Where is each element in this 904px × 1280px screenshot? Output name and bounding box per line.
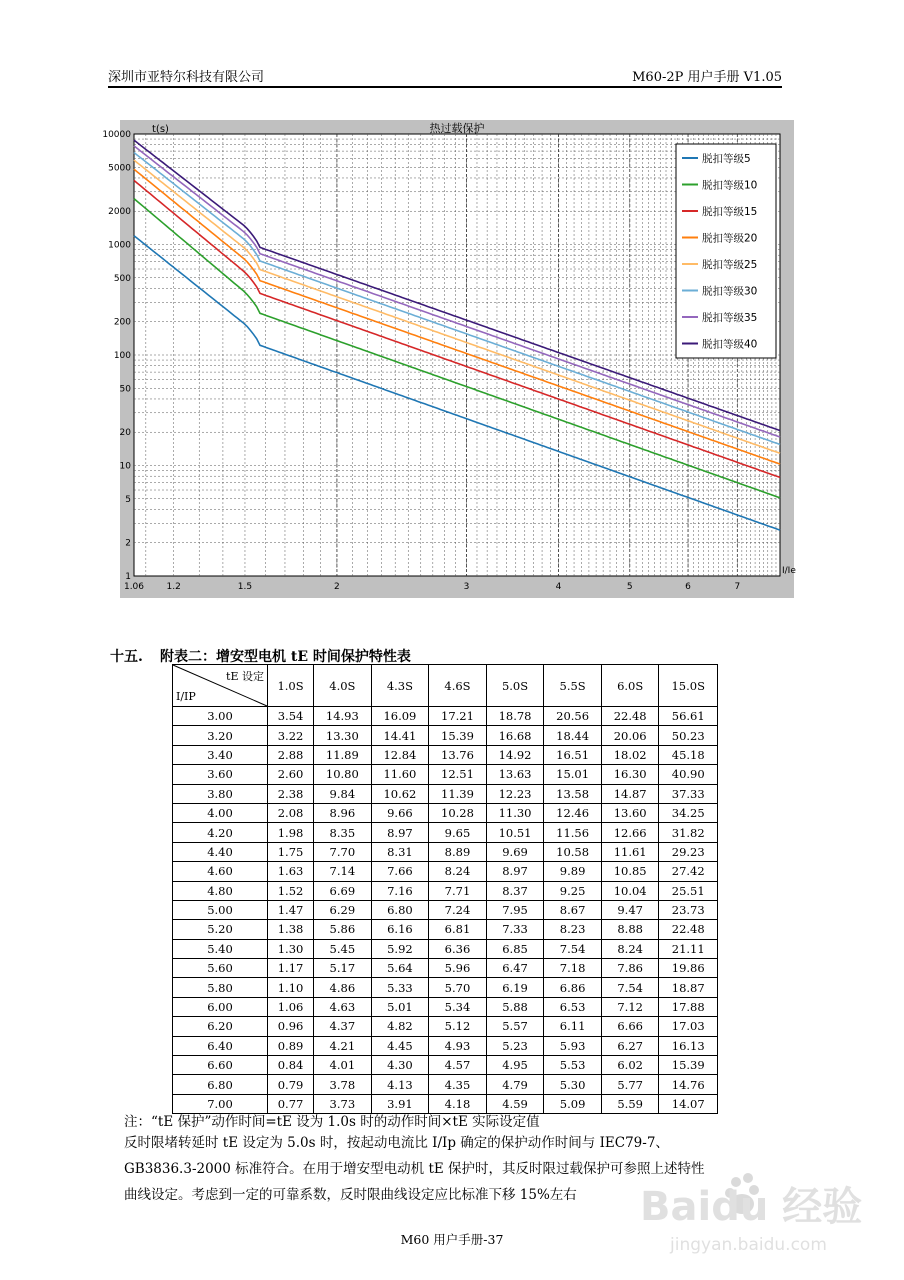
legend-entry: 脱扣等级25 <box>702 259 758 271</box>
time-cell: 4.35 <box>429 1075 487 1094</box>
table-corner-cell <box>173 665 268 707</box>
time-cell: 11.60 <box>371 765 429 784</box>
time-cell: 7.70 <box>314 842 372 861</box>
time-cell: 9.66 <box>371 803 429 822</box>
time-cell: 5.33 <box>371 978 429 997</box>
time-cell: 4.13 <box>371 1075 429 1094</box>
time-cell: 29.23 <box>659 842 718 861</box>
time-cell: 8.97 <box>486 862 544 881</box>
time-cell: 1.30 <box>268 939 314 958</box>
time-cell: 1.52 <box>268 881 314 900</box>
time-cell: 13.76 <box>429 745 487 764</box>
time-cell: 1.17 <box>268 959 314 978</box>
time-cell: 12.51 <box>429 765 487 784</box>
time-cell: 11.61 <box>601 842 659 861</box>
time-cell: 3.91 <box>371 1094 429 1113</box>
time-cell: 14.07 <box>659 1094 718 1113</box>
time-cell: 3.54 <box>268 707 314 726</box>
time-cell: 17.21 <box>429 707 487 726</box>
time-cell: 12.46 <box>544 803 602 822</box>
time-cell: 7.33 <box>486 920 544 939</box>
time-cell: 5.92 <box>371 939 429 958</box>
time-cell: 8.24 <box>429 862 487 881</box>
time-cell: 9.89 <box>544 862 602 881</box>
time-cell: 4.37 <box>314 1017 372 1036</box>
time-cell: 15.01 <box>544 765 602 784</box>
chart-svg <box>102 120 796 598</box>
time-cell: 45.18 <box>659 745 718 764</box>
row-ratio-cell: 4.80 <box>173 881 268 900</box>
time-cell: 13.58 <box>544 784 602 803</box>
x-tick-label: 3 <box>463 582 470 592</box>
time-cell: 27.42 <box>659 862 718 881</box>
table-row <box>173 997 718 1016</box>
time-cell: 5.01 <box>371 997 429 1016</box>
table-row <box>173 862 718 881</box>
legend-entry: 脱扣等级5 <box>702 153 751 165</box>
time-cell: 11.39 <box>429 784 487 803</box>
time-cell: 15.39 <box>429 726 487 745</box>
section-number: 十五. <box>110 649 143 665</box>
time-cell: 10.51 <box>486 823 544 842</box>
time-cell: 14.92 <box>486 745 544 764</box>
legend-entry: 脱扣等级35 <box>702 312 758 324</box>
time-cell: 0.77 <box>268 1094 314 1113</box>
time-cell: 5.70 <box>429 978 487 997</box>
time-cell: 6.11 <box>544 1017 602 1036</box>
time-cell: 11.56 <box>544 823 602 842</box>
time-cell: 6.19 <box>486 978 544 997</box>
y-tick-label: 100 <box>113 351 131 361</box>
table-row <box>173 900 718 919</box>
time-cell: 9.69 <box>486 842 544 861</box>
x-tick-label: 1.5 <box>237 582 253 592</box>
time-cell: 4.82 <box>371 1017 429 1036</box>
row-ratio-cell: 4.40 <box>173 842 268 861</box>
time-cell: 0.89 <box>268 1036 314 1055</box>
time-cell: 5.17 <box>314 959 372 978</box>
time-cell: 16.09 <box>371 707 429 726</box>
time-cell: 23.73 <box>659 900 718 919</box>
time-cell: 13.30 <box>314 726 372 745</box>
x-tick-label: 7 <box>734 582 741 592</box>
row-ratio-cell: 3.40 <box>173 745 268 764</box>
time-cell: 6.80 <box>371 900 429 919</box>
row-ratio-cell: 4.00 <box>173 803 268 822</box>
x-tick-label: 2 <box>334 582 340 592</box>
y-axis-label: t(s) <box>152 124 169 135</box>
time-cell: 8.35 <box>314 823 372 842</box>
row-ratio-cell: 3.00 <box>173 707 268 726</box>
legend-entry: 脱扣等级20 <box>702 232 758 245</box>
table-row <box>173 784 718 803</box>
time-cell: 7.24 <box>429 900 487 919</box>
time-cell: 2.38 <box>268 784 314 803</box>
table-row <box>173 707 718 726</box>
time-cell: 11.89 <box>314 745 372 764</box>
time-cell: 6.86 <box>544 978 602 997</box>
time-cell: 10.58 <box>544 842 602 861</box>
time-cell: 8.67 <box>544 900 602 919</box>
y-tick-label: 10000 <box>102 130 131 140</box>
row-ratio-cell: 7.00 <box>173 1094 268 1113</box>
y-tick-label: 50 <box>119 384 131 395</box>
paragraph-line-1: 反时限堵转延时 tE 设定为 5.0s 时，按起动电流比 I/Ip 确定的保护动作时间与 IEC79-7、 <box>124 1135 669 1151</box>
x-axis-label: I/Ie <box>782 566 796 576</box>
section-title: 附表二：增安型电机 tE 时间保护特性表 <box>160 649 411 665</box>
table-row <box>173 842 718 861</box>
table-row <box>173 765 718 784</box>
time-cell: 5.45 <box>314 939 372 958</box>
table-row <box>173 1056 718 1075</box>
row-ratio-cell: 3.80 <box>173 784 268 803</box>
time-cell: 2.08 <box>268 803 314 822</box>
time-cell: 9.65 <box>429 823 487 842</box>
time-cell: 5.96 <box>429 959 487 978</box>
section-heading <box>110 646 411 666</box>
time-cell: 7.12 <box>601 997 659 1016</box>
time-cell: 18.44 <box>544 726 602 745</box>
time-cell: 8.89 <box>429 842 487 861</box>
corner-bottom-label: I/IP <box>176 690 196 703</box>
row-ratio-cell: 5.40 <box>173 939 268 958</box>
column-header: 4.3S <box>371 665 429 707</box>
row-ratio-cell: 5.60 <box>173 959 268 978</box>
time-cell: 1.47 <box>268 900 314 919</box>
time-cell: 0.96 <box>268 1017 314 1036</box>
page-footer: M60 用户手册-37 <box>400 1232 504 1247</box>
y-tick-label: 1000 <box>108 240 131 251</box>
time-cell: 4.93 <box>429 1036 487 1055</box>
time-cell: 50.23 <box>659 726 718 745</box>
time-cell: 5.93 <box>544 1036 602 1055</box>
time-cell: 5.09 <box>544 1094 602 1113</box>
corner-top-label: tE 设定 <box>226 670 264 683</box>
time-cell: 5.57 <box>486 1017 544 1036</box>
time-cell: 5.59 <box>601 1094 659 1113</box>
time-cell: 21.11 <box>659 939 718 958</box>
time-cell: 0.84 <box>268 1056 314 1075</box>
time-cell: 14.93 <box>314 707 372 726</box>
table-row <box>173 1075 718 1094</box>
time-cell: 34.25 <box>659 803 718 822</box>
table-row <box>173 978 718 997</box>
time-cell: 17.03 <box>659 1017 718 1036</box>
time-cell: 4.63 <box>314 997 372 1016</box>
time-cell: 7.54 <box>601 978 659 997</box>
time-cell: 10.85 <box>601 862 659 881</box>
row-ratio-cell: 4.60 <box>173 862 268 881</box>
time-cell: 5.12 <box>429 1017 487 1036</box>
time-cell: 31.82 <box>659 823 718 842</box>
time-cell: 7.54 <box>544 939 602 958</box>
time-cell: 8.97 <box>371 823 429 842</box>
row-ratio-cell: 3.60 <box>173 765 268 784</box>
time-cell: 10.28 <box>429 803 487 822</box>
y-tick-label: 20 <box>119 428 131 439</box>
legend-entry: 脱扣等级40 <box>702 338 758 351</box>
table-row <box>173 920 718 939</box>
time-cell: 6.36 <box>429 939 487 958</box>
time-cell: 12.66 <box>601 823 659 842</box>
x-tick-label: 4 <box>555 582 562 592</box>
time-cell: 4.18 <box>429 1094 487 1113</box>
time-cell: 18.02 <box>601 745 659 764</box>
time-cell: 8.88 <box>601 920 659 939</box>
column-header: 4.0S <box>314 665 372 707</box>
thermal-overload-chart <box>102 120 796 598</box>
time-cell: 5.53 <box>544 1056 602 1075</box>
time-cell: 10.62 <box>371 784 429 803</box>
time-cell: 1.06 <box>268 997 314 1016</box>
legend-entry: 脱扣等级15 <box>702 206 758 218</box>
table-note: 注：“tE 保护”动作时间=tE 设为 1.0s 时的动作时间×tE 实际设定值 <box>124 1114 540 1130</box>
row-ratio-cell: 4.20 <box>173 823 268 842</box>
x-tick-label: 1.2 <box>166 582 181 592</box>
time-cell: 22.48 <box>659 920 718 939</box>
x-tick-label: 6 <box>685 582 691 592</box>
time-cell: 7.95 <box>486 900 544 919</box>
time-cell: 6.53 <box>544 997 602 1016</box>
y-tick-label: 5000 <box>108 163 131 174</box>
time-cell: 1.38 <box>268 920 314 939</box>
time-cell: 5.86 <box>314 920 372 939</box>
time-cell: 10.80 <box>314 765 372 784</box>
time-cell: 1.10 <box>268 978 314 997</box>
time-cell: 13.60 <box>601 803 659 822</box>
time-cell: 15.39 <box>659 1056 718 1075</box>
time-cell: 8.23 <box>544 920 602 939</box>
y-tick-label: 2 <box>125 538 131 549</box>
time-cell: 0.79 <box>268 1075 314 1094</box>
y-tick-label: 1 <box>125 572 131 582</box>
time-cell: 18.78 <box>486 707 544 726</box>
x-tick-label: 5 <box>626 582 633 592</box>
time-cell: 14.87 <box>601 784 659 803</box>
time-cell: 5.77 <box>601 1075 659 1094</box>
time-cell: 40.90 <box>659 765 718 784</box>
time-cell: 16.68 <box>486 726 544 745</box>
time-cell: 7.18 <box>544 959 602 978</box>
time-cell: 4.45 <box>371 1036 429 1055</box>
time-cell: 5.23 <box>486 1036 544 1055</box>
column-header: 4.6S <box>429 665 487 707</box>
time-cell: 2.60 <box>268 765 314 784</box>
time-cell: 7.14 <box>314 862 372 881</box>
time-cell: 56.61 <box>659 707 718 726</box>
column-header: 5.0S <box>486 665 544 707</box>
time-cell: 4.59 <box>486 1094 544 1113</box>
time-cell: 10.04 <box>601 881 659 900</box>
time-cell: 11.30 <box>486 803 544 822</box>
y-tick-label: 5 <box>125 494 131 505</box>
row-ratio-cell: 5.20 <box>173 920 268 939</box>
time-cell: 4.30 <box>371 1056 429 1075</box>
time-cell: 6.02 <box>601 1056 659 1075</box>
watermark-url: jingyan.baidu.com <box>670 1235 827 1255</box>
time-cell: 6.81 <box>429 920 487 939</box>
time-cell: 1.75 <box>268 842 314 861</box>
time-cell: 14.76 <box>659 1075 718 1094</box>
time-cell: 16.51 <box>544 745 602 764</box>
time-cell: 6.29 <box>314 900 372 919</box>
row-ratio-cell: 6.80 <box>173 1075 268 1094</box>
legend-entry: 脱扣等级10 <box>702 179 758 192</box>
time-cell: 4.57 <box>429 1056 487 1075</box>
table-row <box>173 726 718 745</box>
time-cell: 19.86 <box>659 959 718 978</box>
time-cell: 3.22 <box>268 726 314 745</box>
time-cell: 12.84 <box>371 745 429 764</box>
time-cell: 14.41 <box>371 726 429 745</box>
time-cell: 17.88 <box>659 997 718 1016</box>
column-header: 15.0S <box>659 665 718 707</box>
time-cell: 5.34 <box>429 997 487 1016</box>
y-tick-label: 2000 <box>108 207 131 218</box>
time-cell: 8.96 <box>314 803 372 822</box>
table-row <box>173 803 718 822</box>
te-protection-table <box>172 664 718 1114</box>
time-cell: 4.01 <box>314 1056 372 1075</box>
time-cell: 16.30 <box>601 765 659 784</box>
time-cell: 8.31 <box>371 842 429 861</box>
time-cell: 6.27 <box>601 1036 659 1055</box>
row-ratio-cell: 3.20 <box>173 726 268 745</box>
table-header-row <box>173 665 718 707</box>
column-header: 1.0S <box>268 665 314 707</box>
page-header <box>108 64 782 88</box>
time-cell: 5.64 <box>371 959 429 978</box>
row-ratio-cell: 6.20 <box>173 1017 268 1036</box>
table-row <box>173 1017 718 1036</box>
time-cell: 8.37 <box>486 881 544 900</box>
time-cell: 7.66 <box>371 862 429 881</box>
time-cell: 5.30 <box>544 1075 602 1094</box>
watermark-brand: Baidu 经验 <box>640 1184 863 1230</box>
time-cell: 4.21 <box>314 1036 372 1055</box>
time-cell: 4.95 <box>486 1056 544 1075</box>
table-row <box>173 959 718 978</box>
time-cell: 20.56 <box>544 707 602 726</box>
time-cell: 3.73 <box>314 1094 372 1113</box>
column-header: 6.0S <box>601 665 659 707</box>
time-cell: 16.13 <box>659 1036 718 1055</box>
row-ratio-cell: 6.60 <box>173 1056 268 1075</box>
time-cell: 9.47 <box>601 900 659 919</box>
table-row <box>173 823 718 842</box>
time-cell: 1.98 <box>268 823 314 842</box>
legend-entry: 脱扣等级30 <box>702 285 758 298</box>
company-name: 深圳市亚特尔科技有限公司 <box>108 70 265 85</box>
paragraph-line-2: GB3836.3-2000 标准符合。在用于增安型电动机 tE 保护时，其反时限过载保护可参照上述特性 <box>124 1161 705 1177</box>
time-cell: 7.71 <box>429 881 487 900</box>
time-cell: 1.63 <box>268 862 314 881</box>
time-cell: 22.48 <box>601 707 659 726</box>
time-cell: 4.86 <box>314 978 372 997</box>
baidu-watermark-logo <box>640 1168 863 1258</box>
table-row <box>173 939 718 958</box>
x-tick-label: 1.06 <box>123 582 145 592</box>
table-row <box>173 1036 718 1055</box>
table-row <box>173 745 718 764</box>
column-header: 5.5S <box>544 665 602 707</box>
time-cell: 4.79 <box>486 1075 544 1094</box>
legend-box <box>676 144 776 358</box>
time-cell: 20.06 <box>601 726 659 745</box>
paragraph-line-3: 曲线设定。考虑到一定的可靠系数，反时限曲线设定应比标准下移 15%左右 <box>124 1187 577 1203</box>
time-cell: 12.23 <box>486 784 544 803</box>
time-cell: 6.66 <box>601 1017 659 1036</box>
time-cell: 8.24 <box>601 939 659 958</box>
table-row <box>173 881 718 900</box>
y-tick-label: 10 <box>119 461 131 472</box>
time-cell: 6.85 <box>486 939 544 958</box>
time-cell: 37.33 <box>659 784 718 803</box>
manual-title: M60-2P 用户手册 V1.05 <box>632 70 782 85</box>
time-cell: 6.69 <box>314 881 372 900</box>
y-tick-label: 500 <box>113 273 131 284</box>
time-cell: 2.88 <box>268 745 314 764</box>
time-cell: 6.16 <box>371 920 429 939</box>
row-ratio-cell: 6.00 <box>173 997 268 1016</box>
row-ratio-cell: 6.40 <box>173 1036 268 1055</box>
row-ratio-cell: 5.80 <box>173 978 268 997</box>
time-cell: 9.84 <box>314 784 372 803</box>
time-cell: 5.88 <box>486 997 544 1016</box>
time-cell: 18.87 <box>659 978 718 997</box>
time-cell: 6.47 <box>486 959 544 978</box>
time-cell: 25.51 <box>659 881 718 900</box>
time-cell: 13.63 <box>486 765 544 784</box>
row-ratio-cell: 5.00 <box>173 900 268 919</box>
time-cell: 9.25 <box>544 881 602 900</box>
chart-title: 热过载保护 <box>429 122 485 135</box>
time-cell: 7.86 <box>601 959 659 978</box>
time-cell: 3.78 <box>314 1075 372 1094</box>
y-tick-label: 200 <box>113 317 131 328</box>
time-cell: 7.16 <box>371 881 429 900</box>
